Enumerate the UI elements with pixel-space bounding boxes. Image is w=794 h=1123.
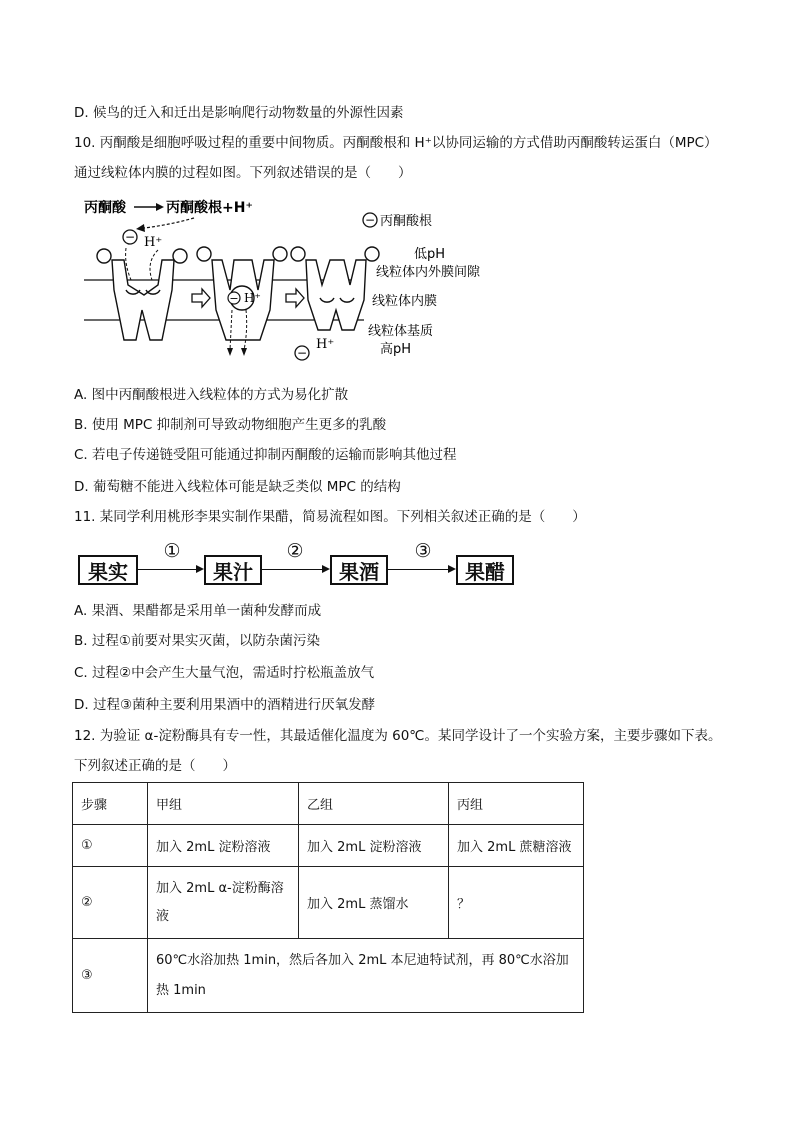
q12-stem-line2: 下列叙述正确的是（ ） (74, 758, 236, 774)
table-row (73, 825, 584, 867)
mpc-transport-diagram (74, 190, 534, 370)
state-arrow-2 (286, 289, 304, 307)
ion-minus-2: − (229, 292, 239, 305)
table-header-cell: 步骤 (73, 783, 148, 825)
table-cell: 加入 2mL 蒸馏水 (299, 867, 449, 939)
flow-step-3: ③ (414, 540, 432, 562)
legend-minus: − (364, 213, 376, 227)
q10-option-b: B. 使用 MPC 抑制剂可导致动物细胞产生更多的乳酸 (74, 417, 387, 433)
table-cell: 加入 2mL 淀粉溶液 (148, 825, 299, 867)
q11-option-a: A. 果酒、果醋都是采用单一菌种发酵而成 (74, 603, 322, 619)
table-row (73, 867, 584, 939)
table-header-cell: 甲组 (148, 783, 299, 825)
flow-box-juice: 果汁 (204, 555, 262, 585)
inner-membrane-label: 线粒体内膜 (372, 294, 438, 309)
flow-arrow-3 (388, 569, 454, 570)
table-cell: ② (73, 867, 148, 939)
ion-minus-3: − (296, 346, 308, 360)
flow-box-vinegar: 果醋 (456, 555, 514, 585)
table-cell: 加入 2mL 淀粉溶液 (299, 825, 449, 867)
q10-stem-line2: 通过线粒体内膜的过程如图。下列叙述错误的是（ ） (74, 165, 412, 181)
table-header-cell: 乙组 (299, 783, 449, 825)
q10-option-a: A. 图中丙酮酸根进入线粒体的方式为易化扩散 (74, 387, 349, 403)
table-header-cell: 丙组 (449, 783, 584, 825)
q10-stem-line1: 10. 丙酮酸是细胞呼吸过程的重要中间物质。丙酮酸根和 H⁺以协同运输的方式借助丙酮酸转运蛋白（MPC） (74, 135, 718, 151)
table-cell-merged: 60℃水浴加热 1min，然后各加入 2mL 本尼迪特试剂，再 80℃水浴加热 1min (148, 939, 584, 1013)
transporter-state-1 (97, 249, 187, 340)
state-arrow-1 (192, 289, 210, 307)
ion-minus-1: − (124, 230, 136, 244)
transporter-state-3 (291, 247, 379, 330)
legend-label: 丙酮酸根 (380, 214, 433, 229)
table-row (73, 939, 584, 1013)
flow-arrow-1 (138, 569, 202, 570)
intermembrane-space-label: 线粒体内外膜间隙 (376, 265, 481, 280)
q9-option-d: D. 候鸟的迁入和迁出是影响爬行动物数量的外源性因素 (74, 105, 404, 121)
table-cell: 加入 2mL 蔗糖溶液 (449, 825, 584, 867)
flow-step-2: ② (286, 540, 304, 562)
flow-box-fruit: 果实 (78, 555, 138, 585)
table-cell: 加入 2mL α-淀粉酶溶液 (148, 867, 299, 939)
transporter-state-2 (197, 247, 287, 340)
flow-arrow-2 (262, 569, 328, 570)
low-ph-label: 低pH (414, 247, 446, 262)
high-ph-label: 高pH (380, 342, 412, 357)
table-header-row (73, 783, 584, 825)
q11-option-b: B. 过程①前要对果实灭菌，以防杂菌污染 (74, 633, 320, 649)
diagram-pyruvate-label: 丙酮酸 (84, 200, 126, 216)
table-cell: ③ (73, 939, 148, 1013)
diagram-pyruvate-ion-label: 丙酮酸根+H⁺ (166, 200, 253, 216)
h-plus-bottom: H⁺ (316, 337, 335, 352)
q10-option-d: D. 葡萄糖不能进入线粒体可能是缺乏类似 MPC 的结构 (74, 479, 401, 495)
matrix-label: 线粒体基质 (368, 324, 434, 339)
q10-option-c: C. 若电子传递链受阻可能通过抑制丙酮酸的运输而影响其他过程 (74, 447, 457, 463)
q11-option-c: C. 过程②中会产生大量气泡，需适时拧松瓶盖放气 (74, 665, 375, 681)
h-plus-mid: H⁺ (244, 291, 261, 305)
flow-box-wine: 果酒 (330, 555, 388, 585)
table-cell: ？ (449, 867, 584, 939)
flow-step-1: ① (163, 540, 181, 562)
q11-option-d: D. 过程③菌种主要利用果酒中的酒精进行厌氧发酵 (74, 697, 376, 713)
table-cell: ① (73, 825, 148, 867)
h-plus-top: H⁺ (144, 235, 163, 250)
q12-stem-line1: 12. 为验证 α-淀粉酶具有专一性，其最适催化温度为 60℃。某同学设计了一个实验方案，主要步骤如下表。 (74, 728, 722, 744)
q11-stem: 11. 某同学利用桃形李果实制作果醋，简易流程如图。下列相关叙述正确的是（ ） (74, 509, 586, 525)
experiment-table (72, 782, 584, 1013)
fruit-vinegar-flowchart (74, 540, 524, 590)
